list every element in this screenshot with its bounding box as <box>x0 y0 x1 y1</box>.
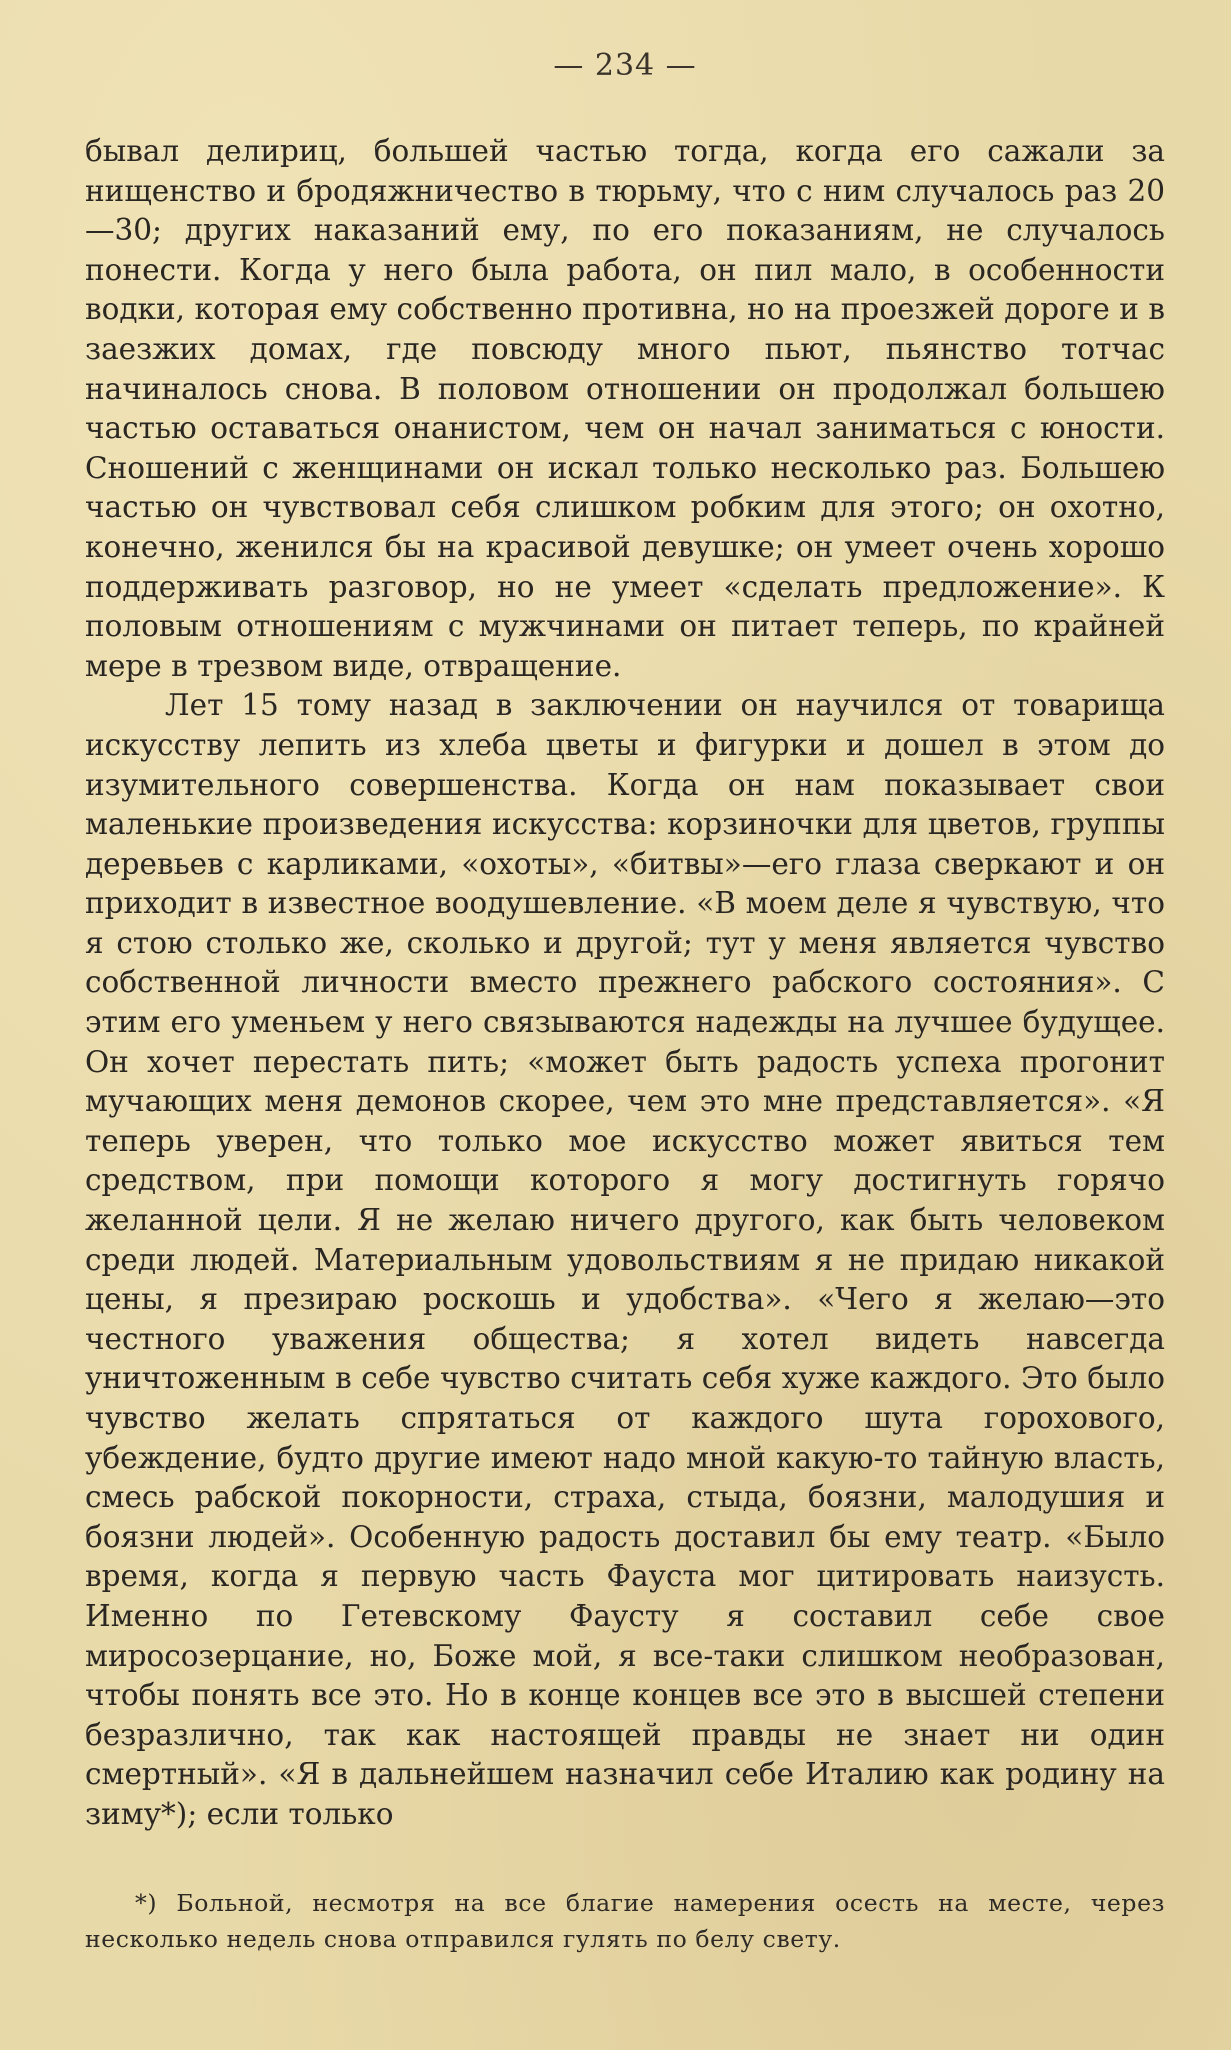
footnote-text: *) Больной, несмотря на все благие намерения осесть на месте, через несколько недель снова отправился гулять по белу свету. <box>85 1889 1165 1953</box>
footnote <box>85 1885 1165 1957</box>
paragraph-1: бывал делириц, большей частью тогда, когда его сажали за нищенство и бродяжничество в тюрьму, что с ним случалось раз 20—30; других наказаний ему, по его показаниям, не случалось понести. Когда у него была работа, он пил мало, в особенности водки, которая ему собственно противна, но на проезжей дороге и в заезжих домах, где повсюду много пьют, пьянство тотчас начиналось снова. В половом отношении он продолжал большею частью оставаться онанистом, чем он начал заниматься с юности. Сношений с женщинами он искал только несколько раз. Большею частью он чувствовал себя слишком робким для этого; он охотно, конечно, женился бы на красивой девушке; он умеет очень хорошо поддерживать разговор, но не умеет «сделать предложение». К половым отношениям с мужчинами он питает теперь, по крайней мере в трезвом виде, отвращение. <box>85 134 1165 683</box>
body-text <box>85 132 1165 1835</box>
page-number: — 234 — <box>553 48 697 83</box>
book-page <box>85 0 1165 2050</box>
paragraph-2: Лет 15 тому назад в заключении он научился от товарища искусству лепить из хлеба цветы и фигурки и дошел в этом до изумительного совершенства. Когда он нам показывает свои маленькие произведения искусства: корзиночки для цветов, группы деревьев с карликами, «охоты», «битвы»—его глаза сверкают и он приходит в известное воодушевление. «В моем деле я чувствую, что я стою столько же, сколько и другой; тут у меня является чувство собственной личности вместо прежнего рабского состояния». С этим его уменьем у него связываются надежды на лучшее будущее. Он хочет перестать пить; «может быть радость успеха прогонит мучающих меня демонов скорее, чем это мне представляется». «Я теперь уверен, что только мое искусство может явиться тем средством, при помощи которого я могу достигнуть горячо желанной цели. Я не желаю ничего другого, как быть человеком среди людей. Материальным удовольствиям я не придаю никакой цены, я презираю роскошь и удобства». «Чего я желаю—это честного уважения общества; я хотел видеть навсегда уничтоженным в себе чувство считать себя хуже каждого. Это было чувство желать спрятаться от каждого шута горохового, убеждение, будто другие имеют надо мной какую-то тайную власть, смесь рабской покорности, страха, стыда, боязни, малодушия и боязни людей». Особенную радость доставил бы ему театр. «Было время, когда я первую часть Фауста мог цитировать наизусть. Именно по Гетевскому Фаусту я составил себе свое миросозерцание, но, Боже мой, я все-таки слишком необразован, чтобы понять все это. Но в конце концев все это в высшей степени безразлично, так как настоящей правды не знает ни один смертный». «Я в дальнейшем назначил себе Италию как родину на зиму*); если только <box>85 688 1165 1831</box>
